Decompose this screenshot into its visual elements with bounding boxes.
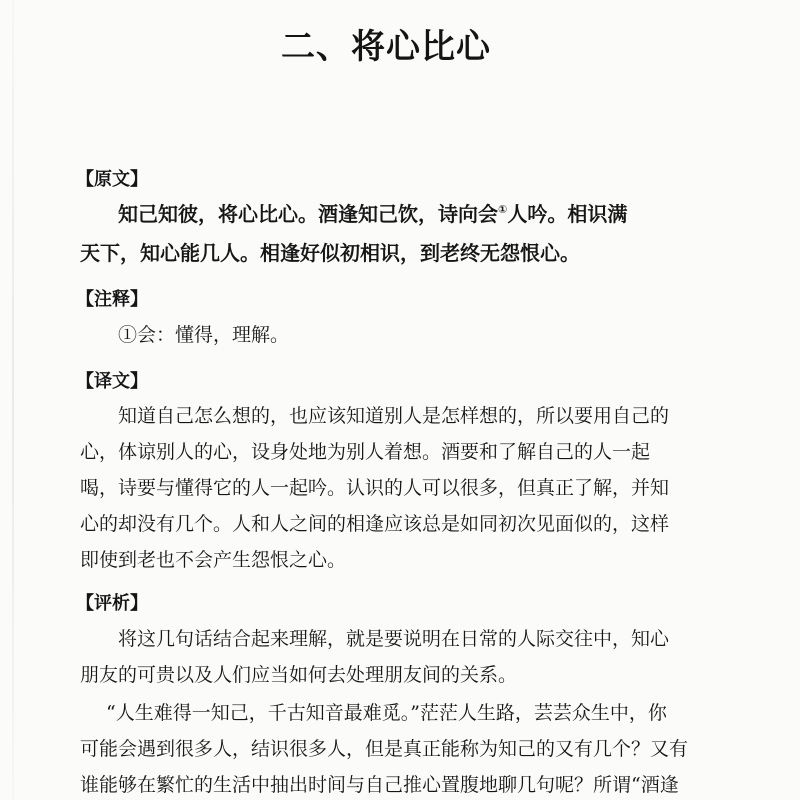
analysis-line-4: 可能会遇到很多人，结识很多人，但是真正能称为知己的又有几个？又有	[80, 738, 689, 760]
translation-line-2: 心，体谅别人的心，设身处地为别人着想。酒要和了解自己的人一起	[80, 441, 651, 463]
annotation-note-1: ①会：懂得，理解。	[118, 324, 290, 346]
section-heading-original-text: 【原文】	[76, 169, 148, 190]
translation-line-4: 心的却没有几个。人和人之间的相逢应该总是如同初次见面似的，这样	[80, 513, 670, 535]
page-title: 二、将心比心	[281, 27, 491, 67]
footnote-marker: ①	[498, 203, 508, 216]
translation-line-5: 即使到老也不会产生怨恨之心。	[80, 549, 347, 571]
section-heading-analysis: 【评析】	[76, 593, 148, 614]
original-text-line-1	[118, 201, 627, 227]
translation-line-1: 知道自己怎么想的，也应该知道别人是怎样想的，所以要用自己的	[118, 405, 670, 427]
original-text-line-1-part-a: 知己知彼，将心比心。酒逢知己饮，诗向会	[118, 202, 498, 226]
analysis-line-3: “人生难得一知己，千古知音最难觅。”茫茫人生路，芸芸众生中，你	[106, 702, 667, 724]
section-heading-annotation: 【注释】	[76, 289, 148, 310]
translation-line-3: 喝，诗要与懂得它的人一起吟。认识的人可以很多，但真正了解，并知	[80, 477, 670, 499]
original-text-line-2: 天下，知心能几人。相逢好似初相识，到老终无怨恨心。	[80, 241, 580, 265]
analysis-line-5: 谁能够在繁忙的生活中抽出时间与自己推心置腹地聊几句呢？所谓“酒逢	[80, 774, 679, 796]
section-heading-translation: 【译文】	[76, 371, 148, 392]
analysis-line-1: 将这几句话结合起来理解，就是要说明在日常的人际交往中，知心	[118, 628, 670, 650]
original-text-line-1-part-b: 人吟。相识满	[507, 202, 628, 226]
analysis-line-2: 朋友的可贵以及人们应当如何去处理朋友间的关系。	[80, 664, 518, 686]
scan-edge-shadow	[12, 0, 14, 800]
